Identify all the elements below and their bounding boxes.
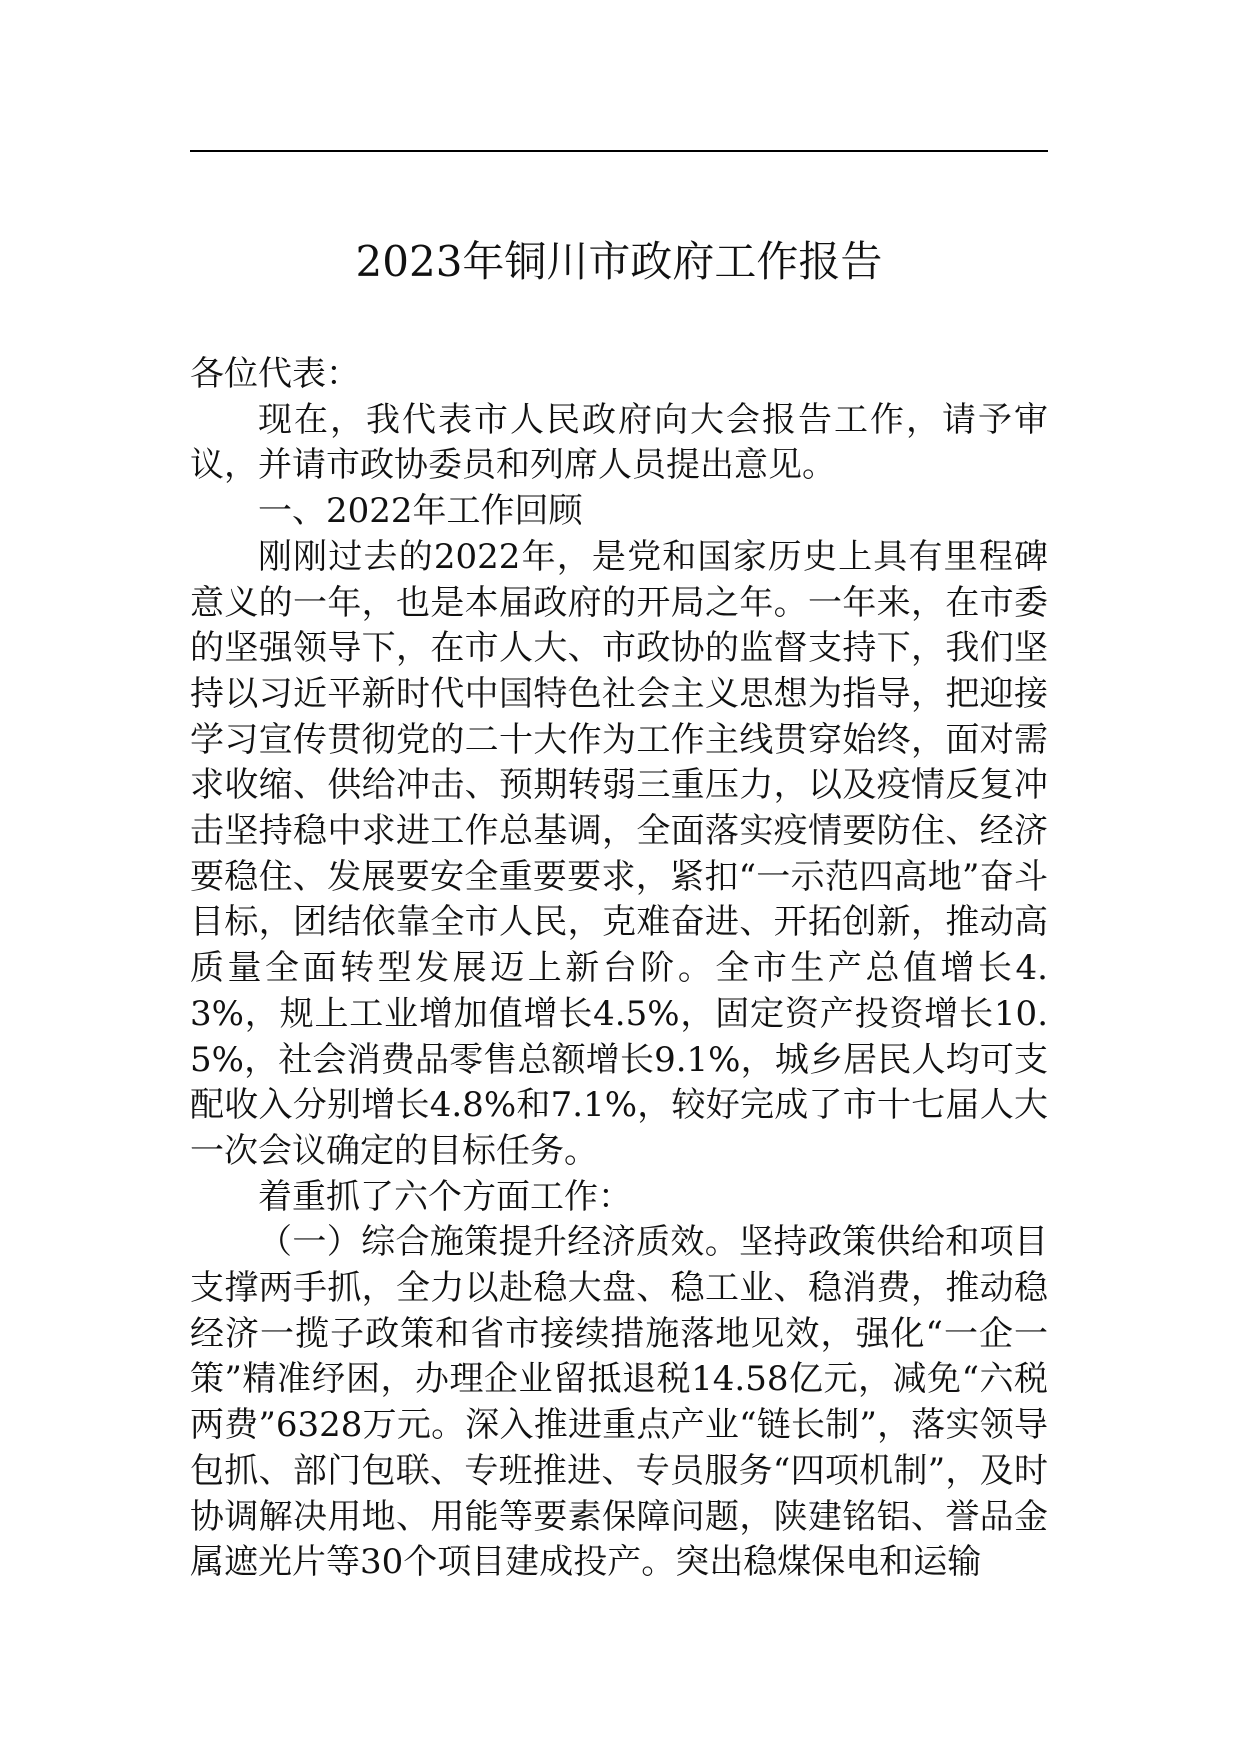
document-body xyxy=(190,352,1048,1586)
header-rule xyxy=(190,150,1048,152)
salutation: 各位代表： xyxy=(190,354,360,394)
review-paragraph: 刚刚过去的2022年，是党和国家历史上具有里程碑意义的一年，也是本届政府的开局之年。一年来，在市委的坚强领导下，在市人大、市政协的监督支持下，我们坚持以习近平新时代中国特色社会主义思想为指导，把迎接学习宣传贯彻党的二十大作为工作主线贯穿始终，面对需求收缩、供给冲击、预期转弱三重压力，以及疫情反复冲击坚持稳中求进工作总基调，全面落实疫情要防住、经济要稳住、发展要安全重要要求，紧扣“一示范四高地”奋斗目标，团结依靠全市人民，克难奋进、开拓创新，推动高质量全面转型发展迈上新台阶。全市生产总值增长4.3%，规上工业增加值增长4.5%，固定资产投资增长10.5%，社会消费品零售总额增长9.1%，城乡居民人均可支配收入分别增长4.8%和7.1%，较好完成了市十七届人大一次会议确定的目标任务。 xyxy=(190,536,1048,1171)
opening-paragraph: 现在，我代表市人民政府向大会报告工作，请予审议，并请市政协委员和列席人员提出意见。 xyxy=(190,399,1048,486)
subsection-paragraph: （一）综合施策提升经济质效。坚持政策供给和项目支撑两手抓，全力以赴稳大盘、稳工业、稳消费，推动稳经济一揽子政策和省市接续措施落地见效，强化“一企一策”精准纾困，办理企业留抵退税14.58亿元，减免“六税两费”6328万元。深入推进重点产业“链长制”，落实领导包抓、部门包联、专班推进、专员服务“四项机制”，及时协调解决用地、用能等要素保障问题，陕建铭铝、誉品金属遮光片等30个项目建成投产。突出稳煤保电和运输 xyxy=(190,1222,1048,1583)
section-heading: 一、2022年工作回顾 xyxy=(258,491,583,532)
document-title: 2023年铜川市政府工作报告 xyxy=(355,237,883,286)
six-aspects-intro: 着重抓了六个方面工作： xyxy=(258,1176,632,1217)
